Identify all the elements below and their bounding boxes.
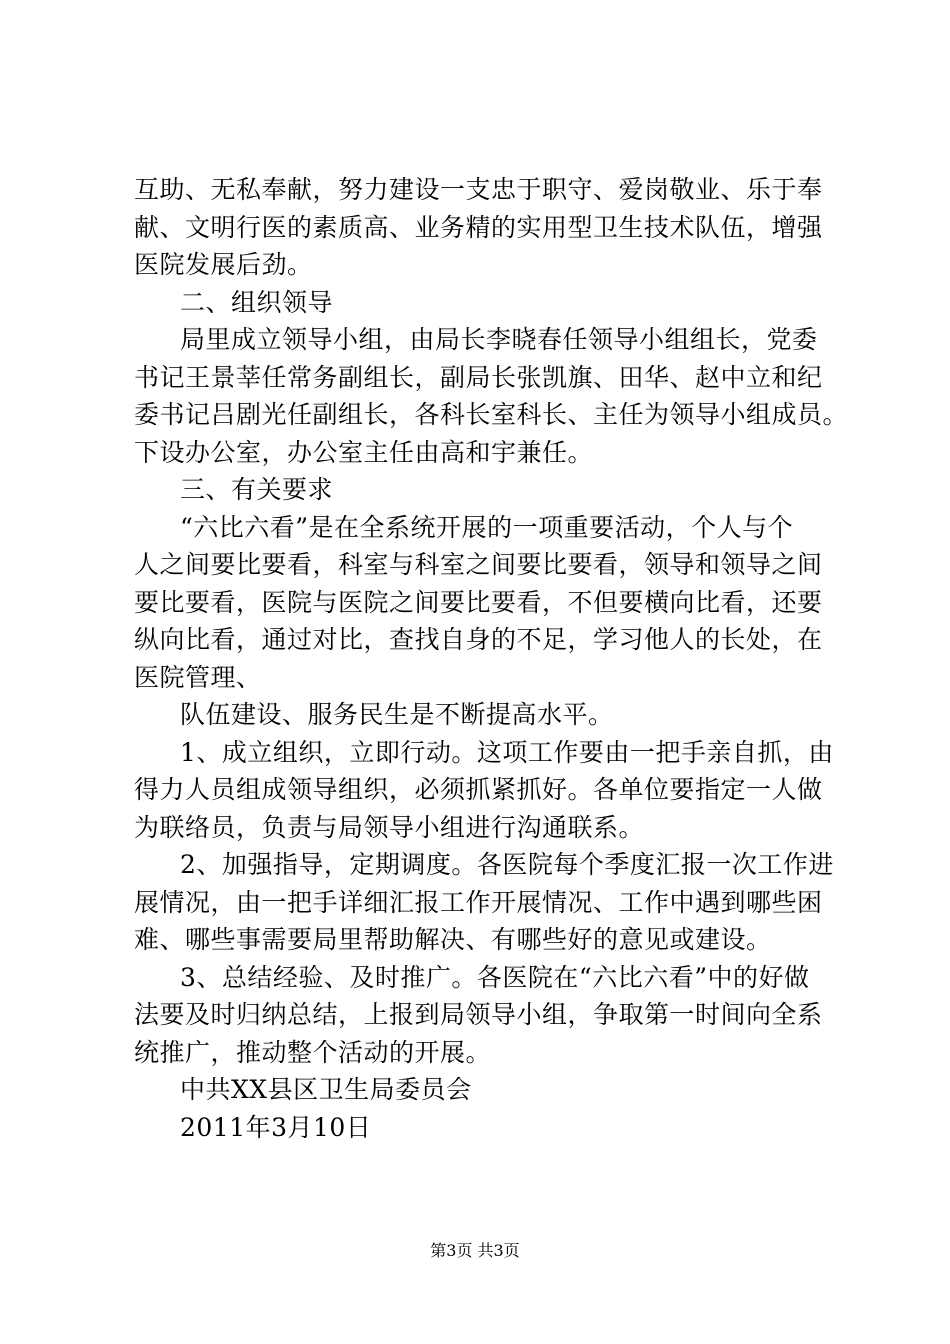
text-line: 展情况，由一把手详细汇报工作开展情况、工作中遇到哪些困 bbox=[134, 887, 823, 917]
text-line: 要比要看，医院与医院之间要比要看，不但要横向比看，还要 bbox=[134, 587, 823, 617]
text-line: 纵向比看，通过对比，查找自身的不足，学习他人的长处，在 bbox=[134, 625, 823, 654]
text-line: 2、加强指导，定期调度。各医院每个季度汇报一次工作进 bbox=[180, 850, 834, 879]
text-line: 献、文明行医的素质高、业务精的实用型卫生技术队伍，增强 bbox=[134, 212, 823, 242]
text-line: 三、有关要求 bbox=[180, 475, 334, 504]
text-line: “六比六看”是在全系统开展的一项重要活动，个人与个 bbox=[180, 512, 794, 542]
page-footer: 第3页 共3页 bbox=[430, 1241, 520, 1260]
document-body bbox=[134, 171, 849, 1146]
text-line: 下设办公室，办公室主任由高和宇兼任。 bbox=[134, 437, 594, 467]
text-line: 难、哪些事需要局里帮助解决、有哪些好的意见或建设。 bbox=[134, 925, 772, 954]
text-line: 1、成立组织，立即行动。这项工作要由一把手亲自抓，由 bbox=[180, 737, 834, 767]
text-line: 队伍建设、服务民生是不断提高水平。 bbox=[180, 700, 614, 729]
text-line: 人之间要比要看，科室与科室之间要比要看，领导和领导之间 bbox=[134, 550, 823, 579]
text-line: 委书记吕剧光任副组长，各科长室科长、主任为领导小组成员。 bbox=[134, 400, 849, 429]
text-line: 二、组织领导 bbox=[180, 287, 334, 317]
text-line: 医院管理、 bbox=[134, 662, 262, 692]
text-line: 中共XX县区卫生局委员会 bbox=[180, 1075, 472, 1104]
text-line: 局里成立领导小组，由局长李晓春任领导小组组长，党委 bbox=[180, 325, 818, 354]
text-line: 医院发展后劲。 bbox=[134, 250, 313, 279]
text-line: 得力人员组成领导组织，必须抓紧抓好。各单位要指定一人做 bbox=[134, 775, 823, 804]
text-line: 互助、无私奉献，努力建设一支忠于职守、爱岗敬业、乐于奉 bbox=[134, 175, 823, 204]
text-line: 法要及时归纳总结，上报到局领导小组，争取第一时间向全系 bbox=[134, 1000, 823, 1029]
text-line: 2011年3月10日 bbox=[180, 1112, 372, 1142]
text-line: 统推广，推动整个活动的开展。 bbox=[134, 1037, 492, 1067]
text-line: 3、总结经验、及时推广。各医院在“六比六看”中的好做 bbox=[180, 962, 810, 992]
text-line: 书记王景莘任常务副组长，副局长张凯旗、田华、赵中立和纪 bbox=[134, 362, 823, 392]
text-line: 为联络员，负责与局领导小组进行沟通联系。 bbox=[134, 812, 645, 842]
